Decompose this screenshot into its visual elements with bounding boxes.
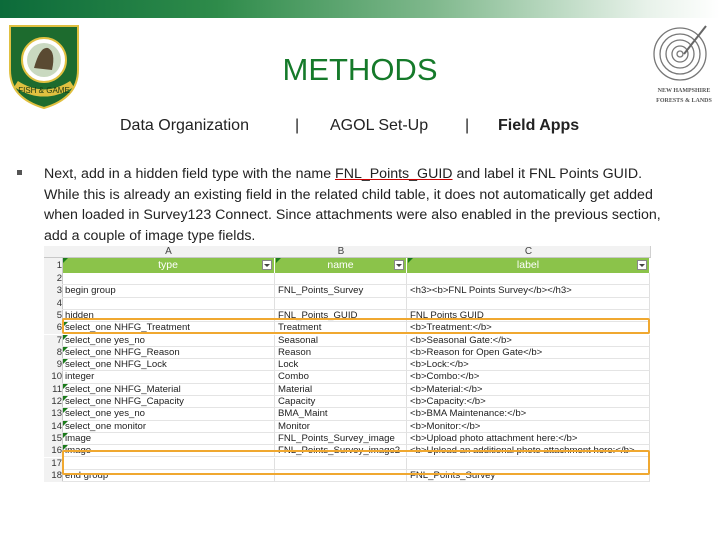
cell-indicator-icon xyxy=(63,347,68,352)
table-cell[interactable]: <b>Seasonal Gate:</b> xyxy=(407,335,650,347)
table-cell[interactable]: image xyxy=(62,445,275,457)
cell-indicator-icon xyxy=(63,258,68,263)
table-cell[interactable]: select_one NHFG_Lock xyxy=(62,359,275,371)
row-number[interactable]: 4 xyxy=(44,298,63,310)
cell-indicator-icon xyxy=(63,384,68,389)
table-cell[interactable]: select_one monitor xyxy=(62,421,275,433)
nav-separator-2: | xyxy=(465,117,470,134)
table-cell[interactable]: select_one yes_no xyxy=(62,335,275,347)
corner-cell xyxy=(44,246,63,258)
header-type xyxy=(62,258,275,273)
table-cell[interactable]: FNL Points GUID xyxy=(407,310,650,322)
table-cell[interactable] xyxy=(407,298,650,310)
table-cell[interactable]: <b>BMA Maintenance:</b> xyxy=(407,408,650,420)
row-number[interactable]: 17 xyxy=(44,458,63,470)
filter-dropdown-icon[interactable] xyxy=(637,260,647,270)
row-number[interactable]: 14 xyxy=(44,421,63,433)
cell-indicator-icon xyxy=(63,408,68,413)
column-header-c[interactable]: C xyxy=(407,246,651,258)
table-cell[interactable]: Material xyxy=(275,384,407,396)
row-number[interactable]: 11 xyxy=(44,384,63,396)
table-cell[interactable]: Treatment xyxy=(275,322,407,334)
row-number[interactable]: 7 xyxy=(44,335,63,347)
row-number[interactable]: 3 xyxy=(44,285,63,297)
nav-data-organization[interactable]: Data Organization xyxy=(120,117,249,134)
table-cell[interactable]: image xyxy=(62,433,275,445)
bullet-marker xyxy=(17,170,22,175)
table-cell[interactable] xyxy=(62,273,275,285)
header-label-label: label xyxy=(516,259,540,271)
row-number[interactable]: 15 xyxy=(44,433,63,445)
forests-and-lands-logo xyxy=(644,14,720,110)
page-title: METHODS xyxy=(282,52,438,87)
table-cell[interactable]: FNL_Points_Survey_image xyxy=(275,433,407,445)
table-cell[interactable]: select_one NHFG_Capacity xyxy=(62,396,275,408)
bullet-underlined-field: FNL_Points_GUID xyxy=(335,166,453,182)
header-label xyxy=(407,258,650,273)
table-cell[interactable]: <h3><b>FNL Points Survey</b></h3> xyxy=(407,285,650,297)
top-gradient-band xyxy=(0,0,720,18)
table-cell[interactable]: hidden xyxy=(62,310,275,322)
row-number[interactable]: 9 xyxy=(44,359,63,371)
row-number[interactable]: 8 xyxy=(44,347,63,359)
bullet-text-1: Next, add in a hidden field type with the name xyxy=(44,166,336,182)
spreadsheet xyxy=(44,246,651,506)
table-cell[interactable] xyxy=(275,298,407,310)
highlight-image-rows xyxy=(62,450,650,475)
table-cell[interactable]: FNL_Points_Survey xyxy=(407,470,650,482)
table-cell[interactable]: <b>Capacity:</b> xyxy=(407,396,650,408)
table-cell[interactable]: FNL_Points_GUID xyxy=(275,310,407,322)
table-cell[interactable]: <b>Monitor:</b> xyxy=(407,421,650,433)
column-header-b[interactable]: B xyxy=(275,246,408,258)
nav-separator-1: | xyxy=(295,117,300,134)
table-cell[interactable]: FNL_Points_Survey_image2 xyxy=(275,445,407,457)
table-cell[interactable]: Lock xyxy=(275,359,407,371)
table-cell[interactable]: Reason xyxy=(275,347,407,359)
table-cell[interactable]: Monitor xyxy=(275,421,407,433)
bullet-text-2: and label it FNL Points GUID. While this is already an existing field in the related child table, it does not automatically get added when loaded in Survey123 Connect. Since attachments were also enabled in the previous section, add a couple of image type fields. xyxy=(44,166,661,244)
row-number[interactable]: 5 xyxy=(44,310,63,322)
cell-indicator-icon xyxy=(63,396,68,401)
left-logo-text: FISH & GAME xyxy=(18,86,70,95)
column-header-a[interactable]: A xyxy=(62,246,276,258)
header-name xyxy=(275,258,407,273)
nav-field-apps[interactable]: Field Apps xyxy=(498,117,580,134)
table-cell[interactable]: select_one NHFG_Material xyxy=(62,384,275,396)
table-cell[interactable]: Combo xyxy=(275,371,407,383)
cell-indicator-icon xyxy=(276,258,281,263)
table-cell[interactable]: select_one NHFG_Reason xyxy=(62,347,275,359)
row-number[interactable]: 6 xyxy=(44,322,63,334)
table-cell[interactable]: <b>Lock:</b> xyxy=(407,359,650,371)
table-cell[interactable] xyxy=(407,273,650,285)
cell-indicator-icon xyxy=(63,421,68,426)
table-cell[interactable]: Capacity xyxy=(275,396,407,408)
table-cell[interactable]: <b>Material:</b> xyxy=(407,384,650,396)
header-name-label: name xyxy=(327,259,354,271)
table-cell[interactable] xyxy=(275,273,407,285)
cell-indicator-icon xyxy=(408,258,413,263)
table-cell[interactable]: FNL_Points_Survey xyxy=(275,285,407,297)
table-cell[interactable]: select_one yes_no xyxy=(62,408,275,420)
table-cell[interactable]: Seasonal xyxy=(275,335,407,347)
table-cell[interactable]: begin group xyxy=(62,285,275,297)
row-number[interactable]: 16 xyxy=(44,445,63,457)
table-cell[interactable]: BMA_Maint xyxy=(275,408,407,420)
table-cell[interactable]: end group xyxy=(62,470,275,482)
table-cell[interactable]: <b>Upload an additional photo attachment here:</b> xyxy=(407,445,650,457)
table-cell[interactable] xyxy=(62,298,275,310)
row-number[interactable]: 12 xyxy=(44,396,63,408)
cell-indicator-icon xyxy=(63,433,68,438)
table-cell[interactable]: <b>Treatment:</b> xyxy=(407,322,650,334)
filter-dropdown-icon[interactable] xyxy=(262,260,272,270)
section-nav xyxy=(0,117,720,137)
row-number[interactable]: 18 xyxy=(44,470,63,482)
bullet-paragraph xyxy=(44,164,674,246)
right-logo-line2: FORESTS & LANDS xyxy=(656,98,712,104)
table-cell[interactable]: <b>Reason for Open Gate</b> xyxy=(407,347,650,359)
row-number[interactable]: 13 xyxy=(44,408,63,420)
cell-indicator-icon xyxy=(63,335,68,340)
filter-dropdown-icon[interactable] xyxy=(394,260,404,270)
cell-indicator-icon xyxy=(63,359,68,364)
highlight-hidden-row xyxy=(62,318,650,334)
right-logo-line1: NEW HAMPSHIRE xyxy=(657,88,711,94)
table-cell[interactable]: <b>Combo:</b> xyxy=(407,371,650,383)
row-number[interactable]: 10 xyxy=(44,371,63,383)
header-type-label: type xyxy=(158,259,178,271)
table-cell[interactable]: select_one NHFG_Treatment xyxy=(62,322,275,334)
table-cell[interactable]: integer xyxy=(62,371,275,383)
row-number[interactable]: 1 xyxy=(44,258,63,273)
table-cell[interactable]: <b>Upload photo attachment here:</b> xyxy=(407,433,650,445)
nav-agol-setup[interactable]: AGOL Set-Up xyxy=(330,117,429,134)
row-number[interactable]: 2 xyxy=(44,273,63,285)
